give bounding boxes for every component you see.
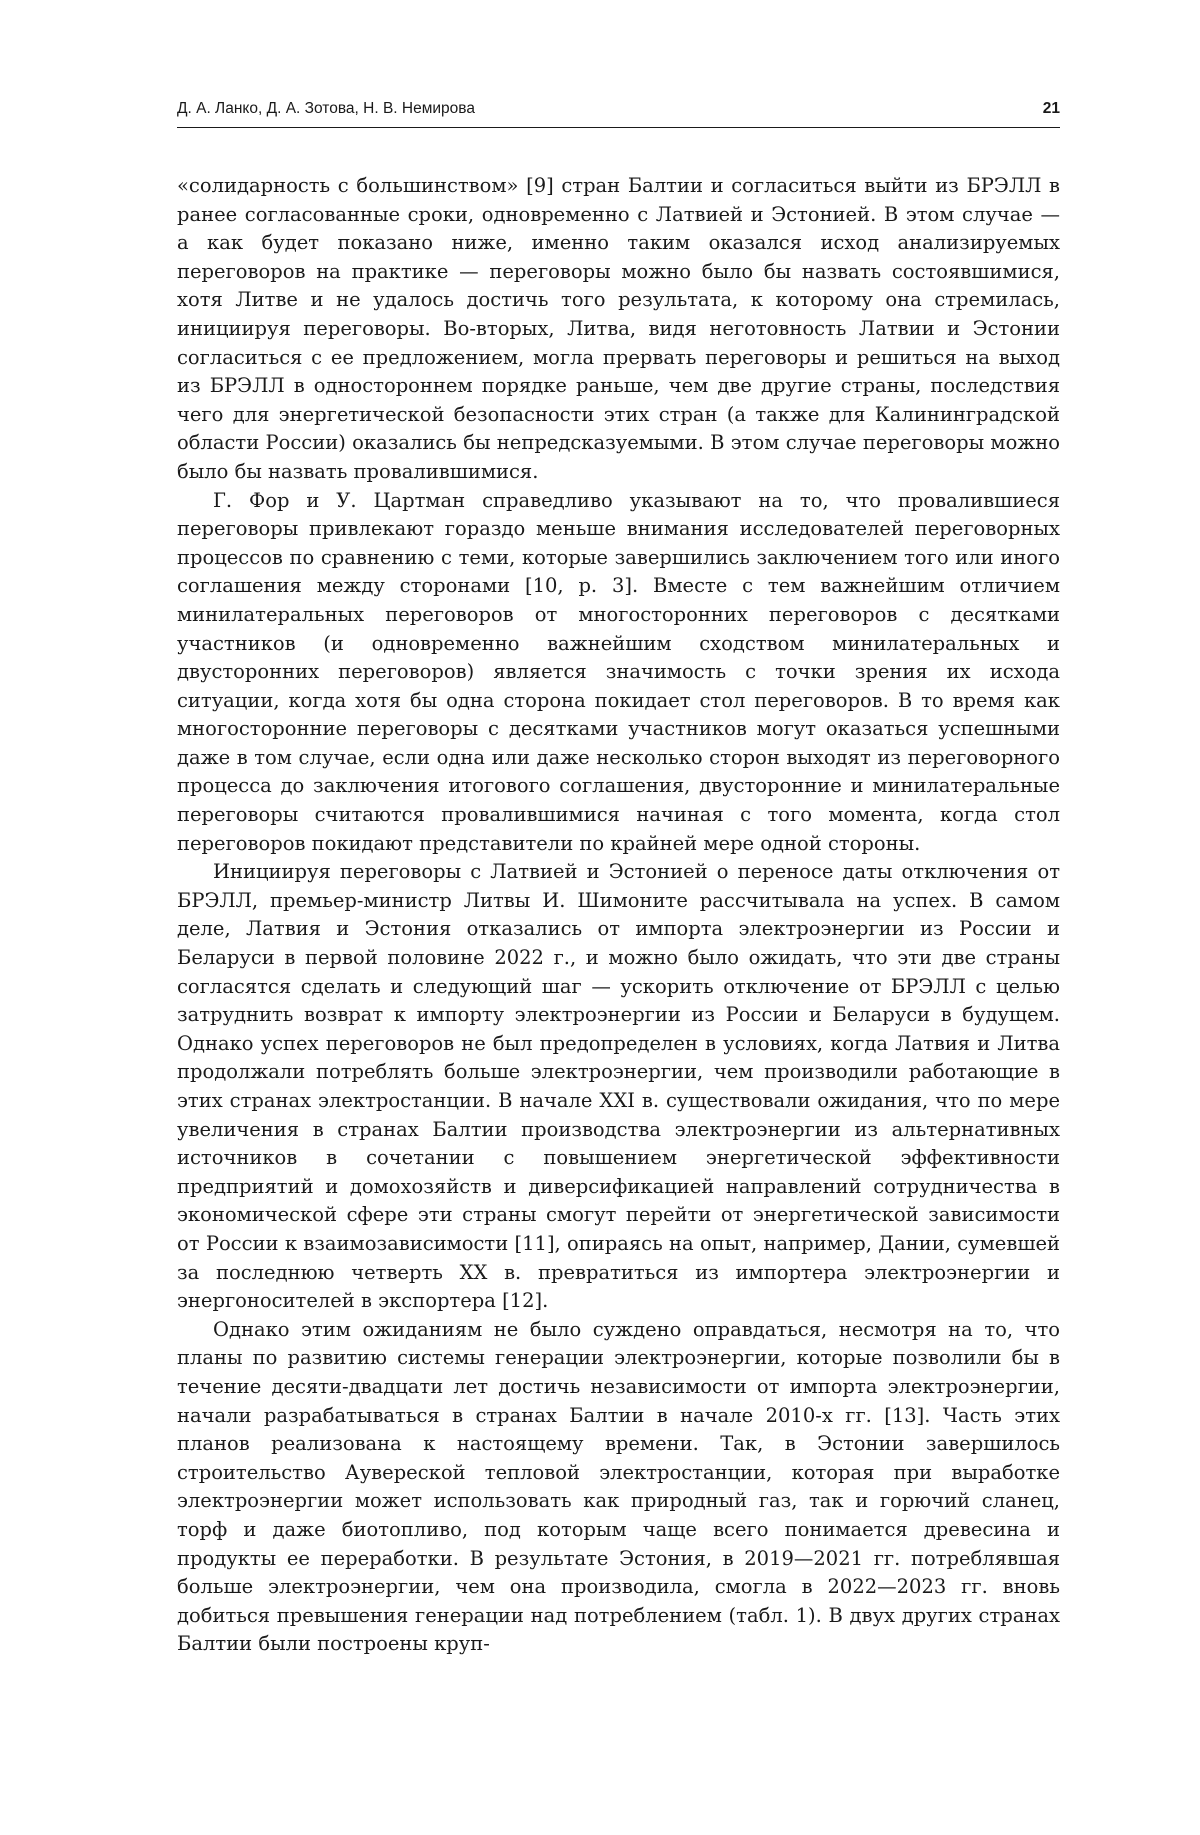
paragraph-generation-plans: Однако этим ожиданиям не было суждено оправдаться, несмотря на то, что планы по развитию системы генерации электроэнергии, которые позволили бы в течение десяти-двадцати лет достичь независимости от импорта электроэнергии, начали разрабатываться в странах Балтии в начале 2010-х гг. [13]. Часть этих планов реализована к настоящему времени. Так, в Эстонии завершилось строительство Аувереской тепловой электростанции, которая при выработке электроэнергии может использовать как природный газ, так и горючий сланец, торф и даже биотопливо, под которым чаще всего понимается древесина и продукты ее переработки. В результате Эстония, в 2019—2021 гг. потреблявшая больше электроэнергии, чем она производила, смогла в 2022—2023 гг. вновь добиться превышения генерации над потреблением (табл. 1). В двух других странах Балтии были построены круп- [177,1316,1060,1659]
page-number: 21 [1043,100,1060,118]
running-head [177,100,1060,118]
journal-page [0,0,1200,1835]
paragraph-shimonyte-initiative: Инициируя переговоры с Латвией и Эстонией о переносе даты отключения от БРЭЛЛ, премьер-министр Литвы И. Шимоните рассчитывала на успех. В самом деле, Латвия и Эстония отказались от импорта электроэнергии из России и Беларуси в первой половине 2022 г., и можно было ожидать, что эти две страны согласятся сделать и следующий шаг — ускорить отключение от БРЭЛЛ с целью затруднить возврат к импорту электроэнергии из России и Беларуси в будущем. Однако успех переговоров не был предопределен в условиях, когда Латвия и Литва продолжали потреблять больше электроэнергии, чем производили работающие в этих странах электростанции. В начале XXI в. существовали ожидания, что по мере увеличения в странах Балтии производства электроэнергии из альтернативных источников в сочетании с повышением энергетической эффективности предприятий и домохозяйств и диверсификацией направлений сотрудничества в экономической сфере эти страны смогут перейти от энергетической зависимости от России к взаимозависимости [11], опираясь на опыт, например, Дании, сумевшей за последнюю четверть XX в. превратиться из импортера электроэнергии и энергоносителей в экспортера [12]. [177,858,1060,1316]
header-rule [177,127,1060,128]
paragraph-continuation: «солидарность с большинством» [9] стран Балтии и согласиться выйти из БРЭЛЛ в ранее согласованные сроки, одновременно с Латвией и Эстонией. В этом случае — а как будет показано ниже, именно таким оказался исход анализируемых переговоров на практике — переговоры можно было бы назвать состоявшимися, хотя Литве и не удалось достичь того результата, к которому она стремилась, инициируя переговоры. Во-вторых, Литва, видя неготовность Латвии и Эстонии согласиться с ее предложением, могла прервать переговоры и решиться на выход из БРЭЛЛ в одностороннем порядке раньше, чем две другие страны, последствия чего для энергетической безопасности этих стран (а также для Калининградской области России) оказались бы непредсказуемыми. В этом случае переговоры можно было бы назвать провалившимися. [177,172,1060,487]
paragraph-faure-zartman: Г. Фор и У. Цартман справедливо указывают на то, что провалившиеся переговоры привлекают гораздо меньше внимания исследователей переговорных процессов по сравнению с теми, которые завершились заключением того или иного соглашения между сторонами [10, p. 3]. Вместе с тем важнейшим отличием минилатеральных переговоров от многосторонних переговоров с десятками участников (и одновременно важнейшим сходством минилатеральных и двусторонних переговоров) является значимость с точки зрения их исхода ситуации, когда хотя бы одна сторона покидает стол переговоров. В то время как многосторонние переговоры с десятками участников могут оказаться успешными даже в том случае, если одна или даже несколько сторон выходят из переговорного процесса до заключения итогового соглашения, двусторонние и минилатеральные переговоры считаются провалившимися начиная с того момента, когда стол переговоров покидают представители по крайней мере одной стороны. [177,487,1060,859]
header-authors: Д. А. Ланко, Д. А. Зотова, Н. В. Немирова [177,100,475,118]
article-body [177,172,1060,1659]
